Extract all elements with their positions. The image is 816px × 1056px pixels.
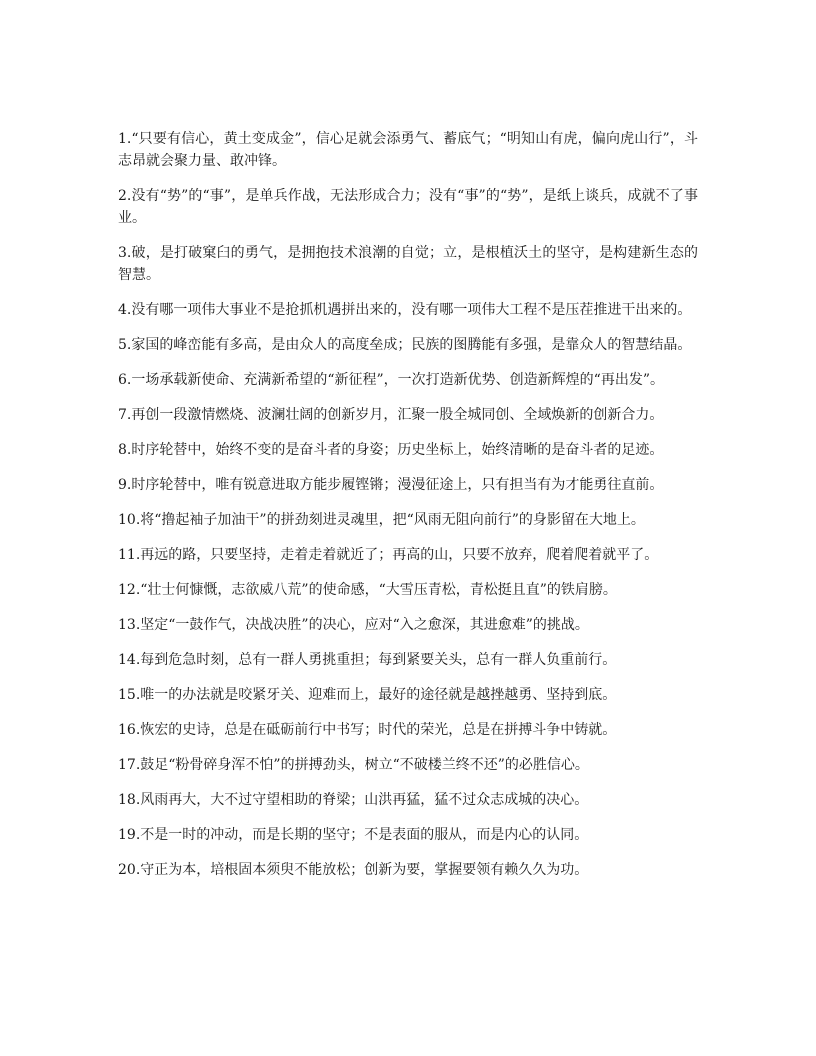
document-body	[118, 128, 698, 894]
quote-item: 20.守正为本，培根固本须臾不能放松；创新为要，掌握要领有赖久久为功。	[118, 862, 589, 878]
quote-item: 8.时序轮替中，始终不变的是奋斗者的身姿；历史坐标上，始终清晰的是奋斗者的足迹。	[118, 442, 664, 458]
quote-item: 19.不是一时的冲动，而是长期的坚守；不是表面的服从，而是内心的认同。	[118, 827, 589, 843]
quote-item: 5.家国的峰峦能有多高，是由众人的高度垒成；民族的图腾能有多强，是靠众人的智慧结晶。	[118, 337, 692, 353]
quote-item: 6.一场承载新使命、充满新希望的“新征程”，一次打造新优势、创造新辉煌的“再出发”。	[118, 372, 664, 388]
quote-item: 15.唯一的办法就是咬紧牙关、迎难而上，最好的途径就是越挫越勇、坚持到底。	[118, 687, 617, 703]
quote-item: 10.将“撸起袖子加油干”的拼劲刻进灵魂里，把“风雨无阻向前行”的身影留在大地上。	[118, 512, 645, 528]
quote-item: 2.没有“势”的“事”，是单兵作战，无法形成合力；没有“事”的“势”，是纸上谈兵，成就不了事业。	[118, 188, 698, 226]
quote-item: 7.再创一段激情燃烧、波澜壮阔的创新岁月，汇聚一股全城同创、全域焕新的创新合力。	[118, 407, 664, 423]
quote-item: 1.“只要有信心，黄土变成金”，信心足就会添勇气、蓄底气；“明知山有虎，偏向虎山行”，斗志昂就会聚力量、敢冲锋。	[118, 131, 698, 169]
quote-item: 11.再远的路，只要坚持，走着走着就近了；再高的山，只要不放弃，爬着爬着就平了。	[118, 547, 659, 563]
quote-item: 16.恢宏的史诗，总是在砥砺前行中书写；时代的荣光，总是在拼搏斗争中铸就。	[118, 722, 617, 738]
quote-item: 13.坚定“一鼓作气，决战决胜”的决心，应对“入之愈深，其进愈难”的挑战。	[118, 617, 589, 633]
quote-item: 14.每到危急时刻，总有一群人勇挑重担；每到紧要关头，总有一群人负重前行。	[118, 652, 617, 668]
quote-item: 3.破，是打破窠臼的勇气，是拥抱技术浪潮的自觉；立，是根植沃土的坚守，是构建新生态的智慧。	[118, 245, 698, 283]
quote-item: 9.时序轮替中，唯有锐意进取方能步履铿锵；漫漫征途上，只有担当有为才能勇往直前。	[118, 477, 664, 493]
quote-item: 17.鼓足“粉骨碎身浑不怕”的拼搏劲头，树立“不破楼兰终不还”的必胜信心。	[118, 757, 589, 773]
quote-item: 4.没有哪一项伟大事业不是抢抓机遇拼出来的，没有哪一项伟大工程不是压茬推进干出来的。	[118, 302, 692, 318]
quote-item: 18.风雨再大，大不过守望相助的脊梁；山洪再猛，猛不过众志成城的决心。	[118, 792, 589, 808]
quote-item: 12.“壮士何慷慨，志欲威八荒”的使命感，“大雪压青松，青松挺且直”的铁肩膀。	[118, 582, 617, 598]
